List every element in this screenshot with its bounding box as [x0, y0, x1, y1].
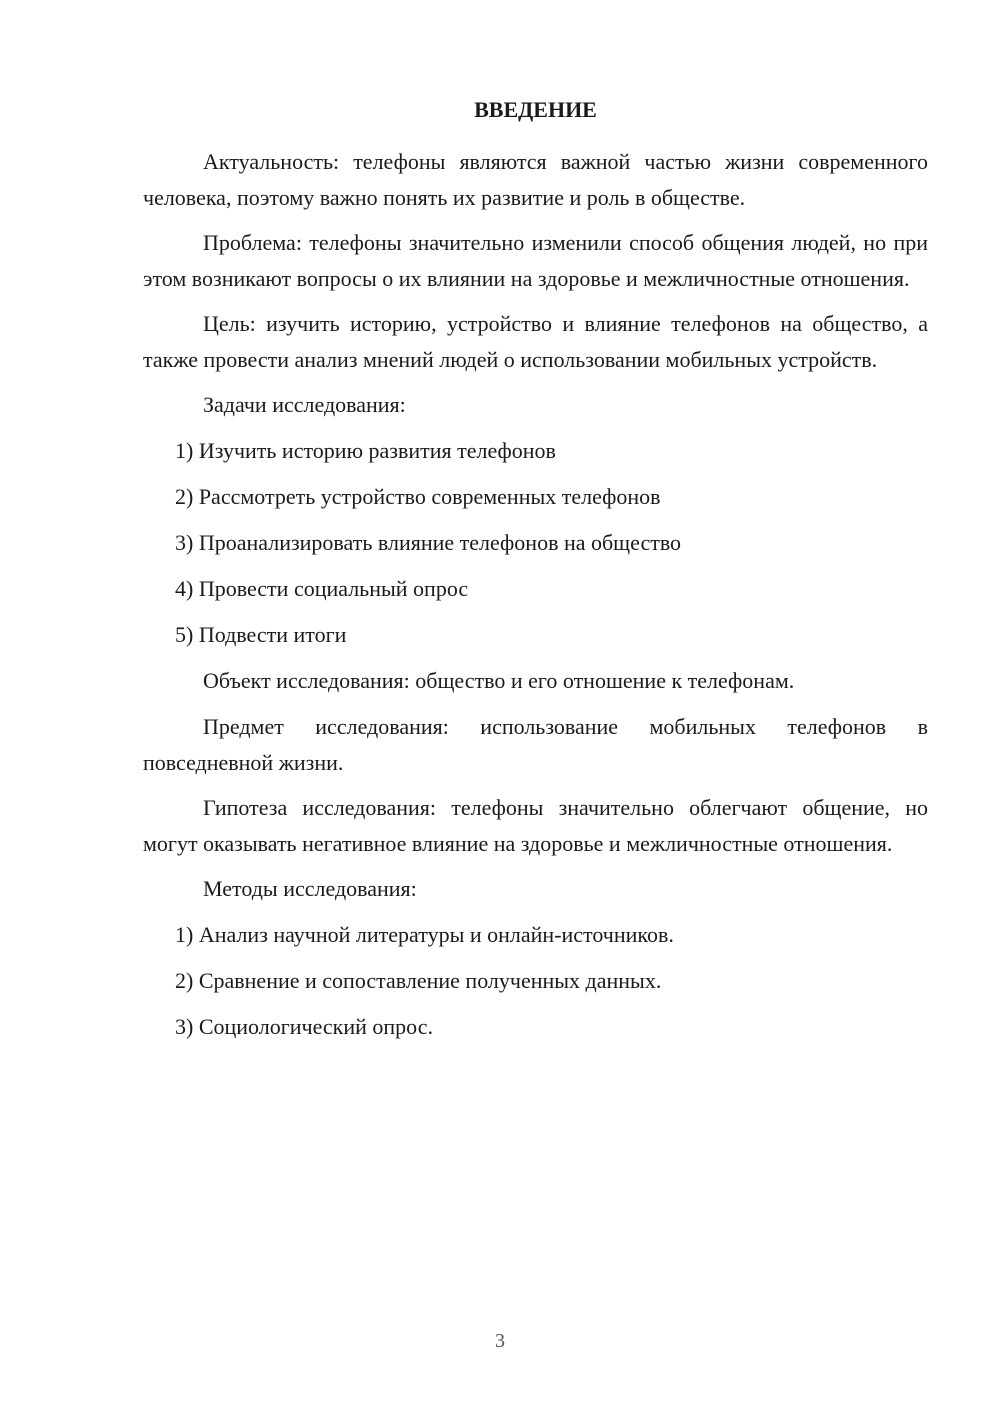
page-number: 3: [495, 1330, 505, 1352]
paragraph-object: Объект исследования: общество и его отношение к телефонам.: [203, 668, 795, 693]
task-item: 1) Изучить историю развития телефонов: [175, 438, 556, 463]
task-item: 4) Провести социальный опрос: [175, 576, 469, 601]
paragraph-problem: Проблема: телефоны значительно изменили способ общения людей, но при этом возникают вопросы о их влиянии на здоровье и межличностные отношения.: [143, 230, 928, 291]
task-item: 5) Подвести итоги: [175, 622, 347, 647]
section-title: ВВЕДЕНИЕ: [474, 97, 597, 122]
paragraph-hypothesis: Гипотеза исследования: телефоны значительно облегчают общение, но могут оказывать негативное влияние на здоровье и межличностные отношения.: [143, 795, 928, 856]
task-item: 3) Проанализировать влияние телефонов на общество: [175, 530, 682, 555]
method-item: 1) Анализ научной литературы и онлайн-источников.: [175, 922, 674, 947]
methods-heading: Методы исследования:: [203, 876, 417, 901]
tasks-heading: Задачи исследования:: [203, 392, 406, 417]
page-content: [143, 92, 928, 1055]
paragraph-subject: Предмет исследования: использование мобильных телефонов в повседневной жизни.: [143, 714, 928, 775]
paragraph-goal: Цель: изучить историю, устройство и влияние телефонов на общество, а также провести анализ мнений людей о использовании мобильных устройств.: [143, 311, 928, 372]
method-item: 3) Социологический опрос.: [175, 1014, 433, 1039]
task-item: 2) Рассмотреть устройство современных телефонов: [175, 484, 661, 509]
method-item: 2) Сравнение и сопоставление полученных данных.: [175, 968, 662, 993]
paragraph-relevance: Актуальность: телефоны являются важной частью жизни современного человека, поэтому важно понять их развитие и роль в обществе.: [143, 149, 928, 210]
